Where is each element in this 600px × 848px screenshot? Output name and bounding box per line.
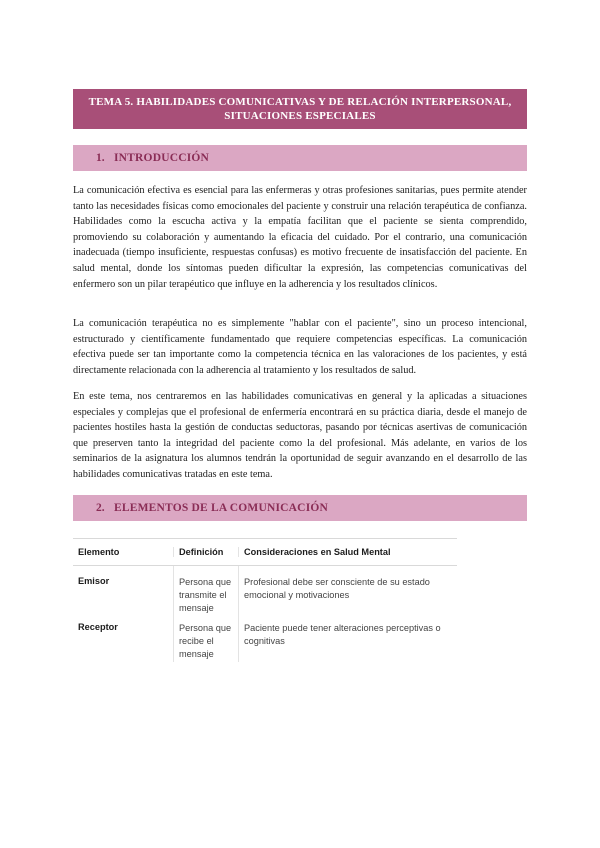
paragraph-3: En este tema, nos centraremos en las habilidades comunicativas en general y la aplicadas a situaciones especiales y complejas que el profesional de enfermería encontrará en su práctica diaria, desde el manejo de pacientes hostiles hasta la gestión de conductas seductoras, pasando por técnicas asertivas de comunicación que preserven tanto la integridad del paciente como la del profesional. Más adelante, en varios de los seminarios de la asignatura los alumnos tendrán la oportunidad de seguir avanzando en el desarrollo de las habilidades comunicativas tratadas en este tema. — [73, 391, 527, 480]
table-cell: Paciente puede tener alteraciones perceptivas o cognitivas — [238, 612, 457, 662]
table-cell: Profesional debe ser consciente de su estado emocional y motivaciones — [238, 566, 457, 612]
table-row — [73, 566, 457, 612]
section-label: INTRODUCCIÓN — [114, 152, 210, 164]
section-number: 2. — [96, 502, 105, 514]
communication-elements-table — [73, 538, 457, 662]
section-heading-introduccion — [73, 145, 527, 171]
table-header-cell: Consideraciones en Salud Mental — [238, 547, 457, 557]
section-label: ELEMENTOS DE LA COMUNICACIÓN — [114, 502, 329, 514]
table-cell: Receptor — [78, 622, 118, 632]
topic-title-banner — [73, 89, 527, 129]
table-header-cell: Definición — [173, 547, 238, 557]
paragraph-2: La comunicación terapéutica no es simplemente "hablar con el paciente", sino un proceso intencional, estructurado y científicamente fundamentado que requiere competencias específicas. La comunicación efectiva puede ser tan importante como la competencia técnica en las valoraciones de los pacientes, y está directamente relacionada con la adherencia al tratamiento y los resultados de salud. — [73, 318, 527, 376]
section-heading-elementos — [73, 495, 527, 521]
table-cell: Persona que transmite el mensaje — [173, 566, 238, 612]
table-cell: Persona que recibe el mensaje — [173, 612, 238, 662]
section-number: 1. — [96, 152, 105, 164]
table-row — [73, 612, 457, 662]
topic-title-line-2: SITUACIONES ESPECIALES — [224, 110, 376, 122]
table-header-cell: Elemento — [78, 547, 120, 557]
paragraph-1: La comunicación efectiva es esencial para las enfermeras y otras profesiones sanitarias, pues permite atender tanto las necesidades físicas como emocionales del paciente y construir una relación terapéutica de confianza. Habilidades como la escucha activa y la empatía facilitan que el paciente se sienta comprendido, promoviendo su colaboración y aumentando la eficacia del cuidado. Por el contrario, una comunicación inadecuada (tiempo insuficiente, respuestas confusas) es motivo frecuente de insatisfacción del paciente. En salud mental, donde los síntomas pueden dificultar la expresión, las competencias comunicativas del enfermero son un pilar terapéutico que influye en la adherencia y los resultados clínicos. — [73, 185, 527, 290]
topic-title-line-1: TEMA 5. HABILIDADES COMUNICATIVAS Y DE RELACIÓN INTERPERSONAL, — [88, 96, 512, 108]
table-header-row — [73, 538, 457, 566]
table-cell: Emisor — [78, 576, 110, 586]
